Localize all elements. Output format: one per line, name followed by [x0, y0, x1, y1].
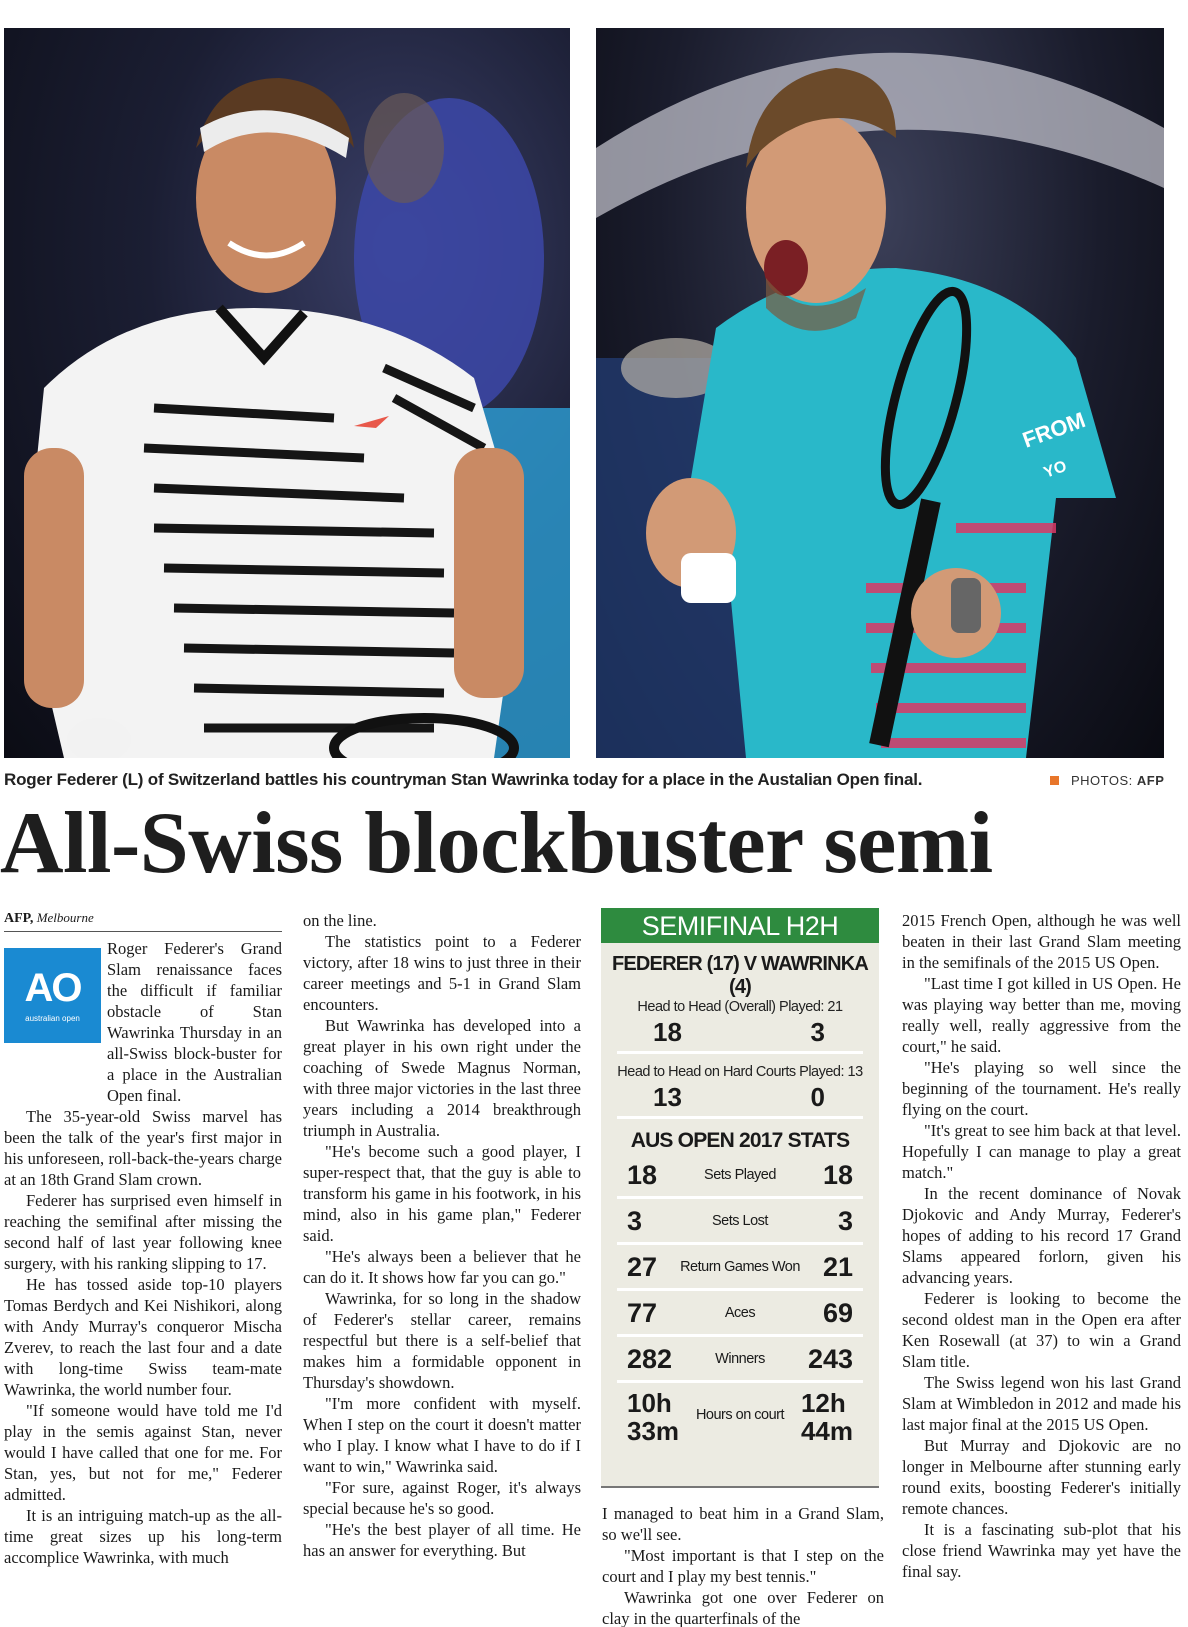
stat-label: Return Games Won — [680, 1259, 800, 1275]
article-paragraph: "It's great to see him back at that level. Hopefully I can manage to play a great match." — [902, 1121, 1181, 1182]
stat-row-hours-on-court — [617, 1383, 863, 1449]
article-paragraph: "I'm more confident with myself. When I step on the court it doesn't matter who I play. I know what I have to do if I want to win," Wawrinka said. — [303, 1394, 581, 1476]
h2h-hard-federer: 13 — [653, 1082, 682, 1112]
photo-credit — [1050, 773, 1164, 788]
h2h-hard-label: Head to Head on Hard Courts Played: 13 — [617, 1064, 863, 1080]
h2h-stats-box — [601, 908, 879, 1488]
stat-federer-value: 282 — [627, 1344, 673, 1374]
shirt-sponsor-text-2: YO — [1041, 457, 1070, 482]
article-column-2 — [303, 910, 581, 1561]
article-paragraph: "Most important is that I step on the court and I play my best tennis." — [602, 1546, 884, 1586]
stat-wawrinka-value: 69 — [822, 1298, 853, 1328]
stat-row-sets-lost — [617, 1199, 863, 1245]
stat-label: Hours on court — [695, 1407, 785, 1423]
article-paragraph: on the line. — [303, 911, 377, 930]
dateline-place: Melbourne — [36, 910, 94, 925]
stat-label: Aces — [724, 1305, 756, 1321]
stat-label: Sets Played — [704, 1167, 776, 1183]
photo-caption: Roger Federer (L) of Switzerland battles his countryman Stan Wawrinka today for a place in the Austalian Open final. — [4, 770, 923, 789]
article-paragraph: I managed to beat him in a Grand Slam, so we'll see. — [602, 1504, 884, 1544]
article-paragraph: The 35-year-old Swiss marvel has been the talk of the year's first major in his unforeseen, roll-back-the-years charge at an 18th Grand Slam crown. — [4, 1107, 282, 1189]
article-paragraph: Federer has surprised even himself in reaching the semifinal after missing the second half of last year following knee surgery, with his ranking slipping to 17. — [4, 1191, 282, 1273]
h2h-matchup: FEDERER (17) V WAWRINKA (4) — [611, 953, 869, 998]
stat-label: Winners — [715, 1351, 765, 1367]
h2h-overall-federer: 18 — [653, 1017, 682, 1047]
h2h-overall-label: Head to Head (Overall) Played: 21 — [637, 999, 843, 1015]
stat-wawrinka-value: 3 — [837, 1206, 853, 1236]
wawrinka-minutes-value: 44m — [800, 1416, 853, 1446]
h2h-divider — [617, 1051, 863, 1054]
article-paragraph: "He's always been a believer that he can do it. It shows how far you can go." — [303, 1247, 581, 1287]
article-paragraph: But Murray and Djokovic are no longer in Melbourne after stunning early round exits, boosting Federer's initially remote chances. — [902, 1436, 1181, 1518]
stat-wawrinka-hours — [801, 1389, 853, 1445]
article-paragraph: Wawrinka got one over Federer on clay in the quarterfinals of the — [602, 1588, 884, 1627]
article-paragraph: "If someone would have told me I'd play in the semis against Stan, never would I have called that one for me. For Stan, yes, but not for me," Federer admitted. — [4, 1401, 282, 1504]
stat-row-winners — [617, 1337, 863, 1383]
article-paragraph: It is a fascinating sub-plot that his close friend Wawrinka may yet have the final say. — [902, 1520, 1181, 1581]
stat-wawrinka-value: 243 — [807, 1344, 853, 1374]
federer-minutes-value: 33m — [627, 1416, 680, 1446]
federer-photo-illustration — [4, 28, 570, 758]
article-column-1 — [4, 938, 282, 1568]
wawrinka-photo — [596, 28, 1164, 758]
article-paragraph: Roger Federer's Grand Slam renaissance faces the difficult if familiar obstacle of Stan Wawrinka Thursday in an all-Swiss block-buster for a place in the Australian Open final. — [107, 939, 282, 1105]
article-paragraph: Wawrinka, for so long in the shadow of Federer's stellar career, remains respectful but there is a self-belief that makes him a formidable opponent in Thursday's showdown. — [303, 1289, 581, 1392]
wawrinka-hours-value: 12h — [800, 1388, 846, 1418]
article-paragraph: In the recent dominance of Novak Djokovic and Andy Murray, Federer's hopes of adding to his record 17 Grand Slams appeared forlorn, given his advancing years. — [902, 1184, 1181, 1287]
article-paragraph: It is an intriguing match-up as the all-time great sizes up his long-term accomplice Wawrinka, with much — [4, 1506, 282, 1567]
article-paragraph: The Swiss legend won his last Grand Slam at Wimbledon in 2012 and made his last major final at the 2015 US Open. — [902, 1373, 1181, 1434]
article-paragraph: But Wawrinka has developed into a great player in his own right under the coaching of Swede Magnus Norman, with three major victories in the last three years including a 2014 breakthrough triumph in Australia. — [303, 1016, 581, 1140]
article-paragraph: "For sure, against Roger, it's always special because he's so good. — [303, 1478, 581, 1518]
credit-square-icon — [1050, 776, 1059, 785]
stats-title: AUS OPEN 2017 STATS — [630, 1129, 850, 1152]
article-paragraph: "Last time I got killed in US Open. He was playing way better than me, moving really well, really aggressive from the court," he said. — [902, 974, 1181, 1056]
article-paragraph: Federer is looking to become the second oldest man in the Open era after Ken Rosewall (at 37) to win a Grand Slam title. — [902, 1289, 1181, 1371]
wawrinka-photo-illustration — [596, 28, 1164, 758]
h2h-overall-wawrinka: 3 — [810, 1017, 825, 1047]
article-paragraph: "He's become such a good player, I super-respect that, that the guy is able to transform his game in his footwork, in his mind, also in his game plan," Federer said. — [303, 1142, 581, 1245]
headline: All-Swiss blockbuster semi — [0, 795, 993, 892]
h2h-header: SEMIFINAL H2H — [601, 908, 879, 943]
ao-logo-mark: AO — [24, 966, 81, 1010]
shirt-sponsor-text: FROM — [1019, 407, 1089, 453]
ao-logo-text: australian open — [25, 1014, 80, 1023]
dateline — [4, 910, 282, 932]
stat-wawrinka-value: 21 — [822, 1252, 853, 1282]
stat-federer-value: 77 — [627, 1298, 658, 1328]
article-paragraph: The statistics point to a Federer victory, after 18 wins to just three in their career meetings and 5-1 in Grand Slam encounters. — [303, 932, 581, 1014]
federer-hours-value: 10h — [627, 1388, 672, 1418]
stat-federer-value: 27 — [627, 1252, 658, 1282]
article-column-3 — [602, 1503, 884, 1627]
stat-row-return-games-won — [617, 1245, 863, 1291]
credit-source: AFP — [1136, 773, 1165, 788]
h2h-overall-values — [601, 1015, 879, 1051]
stat-federer-value: 3 — [627, 1206, 643, 1236]
h2h-divider — [617, 1116, 863, 1119]
article-column-4 — [902, 910, 1181, 1582]
dateline-agency: AFP, — [4, 911, 34, 926]
article-paragraph: "He's playing so well since the beginning of the tournament. He's really flying on the court. — [902, 1058, 1181, 1119]
stat-row-aces — [617, 1291, 863, 1337]
stat-federer-value: 18 — [627, 1160, 658, 1190]
h2h-hard-wawrinka: 0 — [810, 1082, 825, 1112]
credit-label: PHOTOS: — [1071, 773, 1133, 788]
stat-wawrinka-value: 18 — [822, 1160, 853, 1190]
article-paragraph: He has tossed aside top-10 players Tomas Berdych and Kei Nishikori, along with Andy Murray's conqueror Mischa Zverev, to reach the last four and a date with long-time Swiss team-mate Wawrinka, the world number four. — [4, 1275, 282, 1399]
stat-row-sets-played — [617, 1153, 863, 1199]
h2h-hard-values — [601, 1080, 879, 1116]
federer-photo — [4, 28, 570, 758]
article-paragraph: "He's the best player of all time. He has an answer for everything. But — [303, 1520, 581, 1560]
article-paragraph: 2015 French Open, although he was well beaten in their last Grand Slam meeting in the semifinals of the 2015 US Open. — [902, 911, 1181, 972]
stat-label: Sets Lost — [712, 1213, 768, 1229]
